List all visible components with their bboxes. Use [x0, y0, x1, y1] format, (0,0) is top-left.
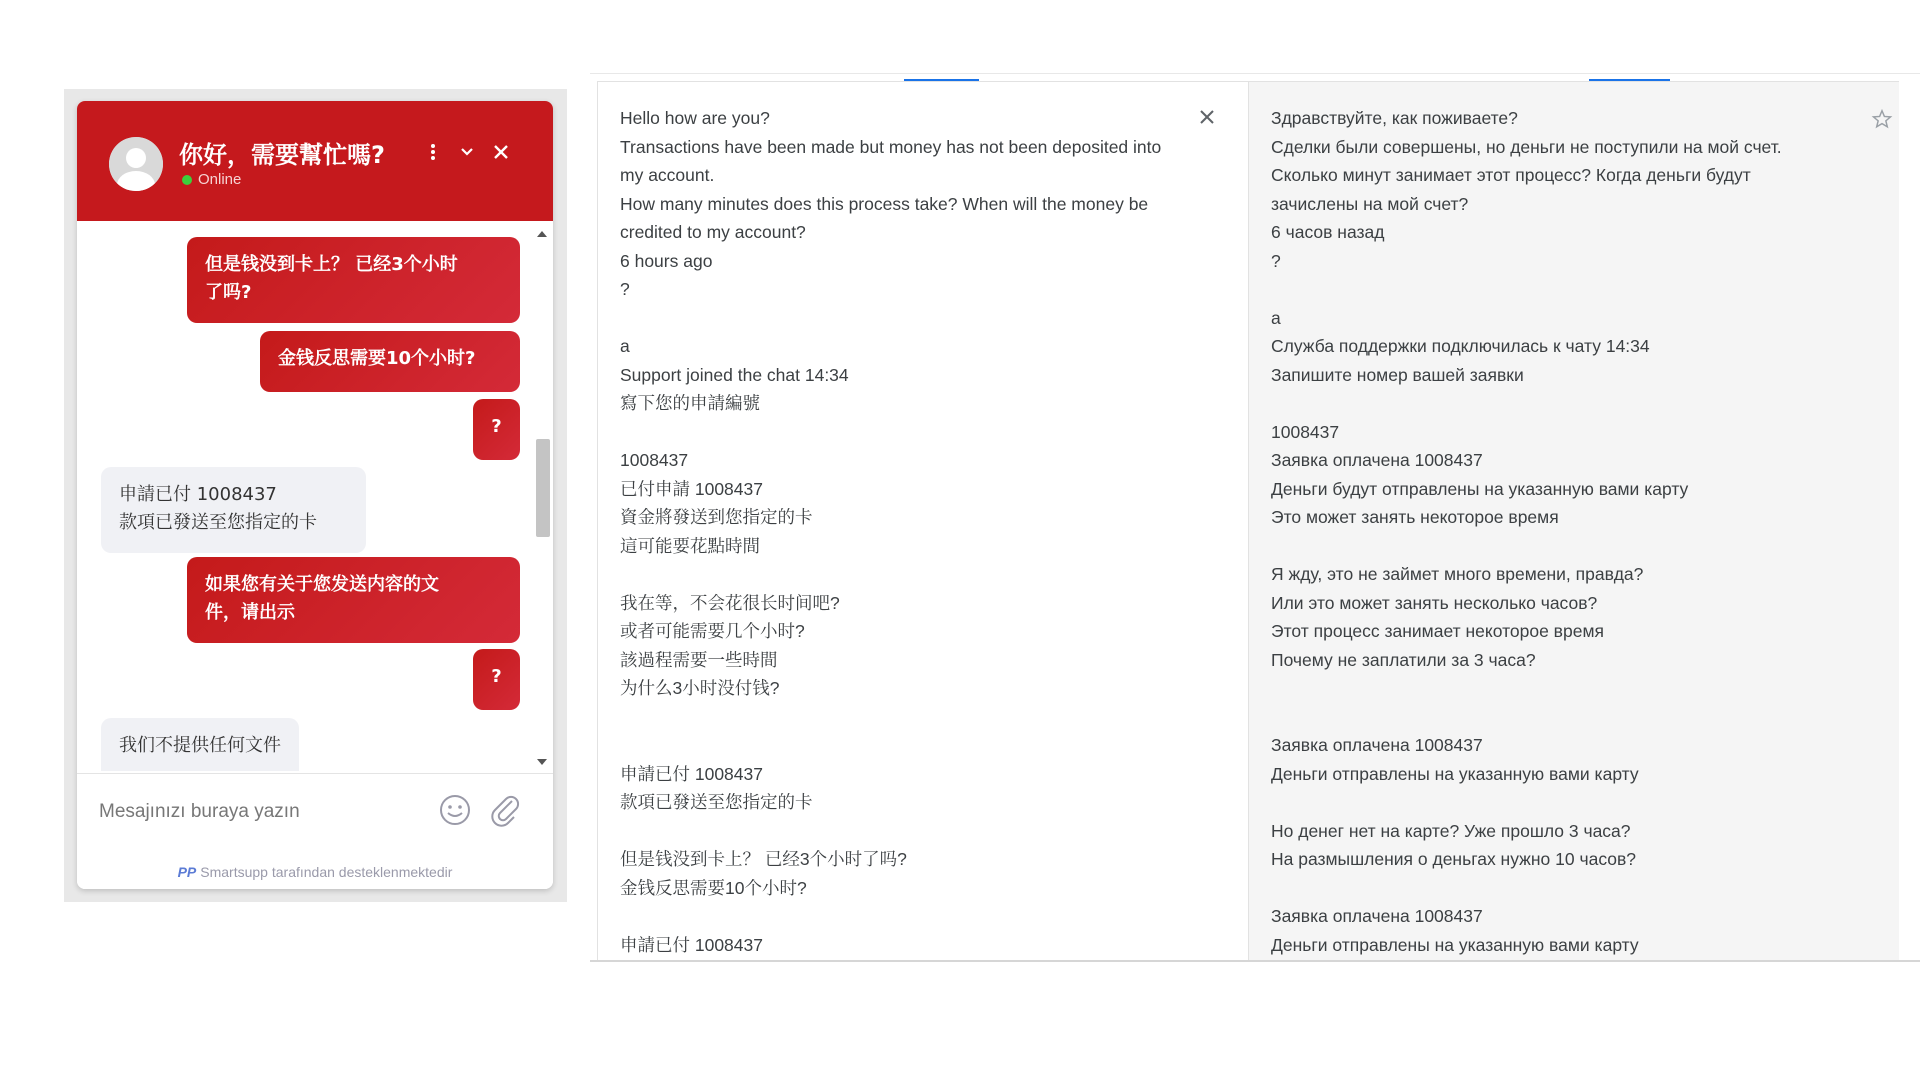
source-text-panel[interactable]: [597, 81, 1248, 962]
translation-panel: [1248, 81, 1899, 962]
smiley-icon: [438, 793, 472, 827]
message-bubble-outgoing: 但是钱没到卡上？ 已经3个小时 了吗?: [187, 237, 520, 323]
chat-title: 你好，需要幫忙嗎?: [179, 141, 385, 169]
powered-by[interactable]: [77, 864, 553, 880]
message-bubble-incoming: 申請已付 1008437 款項已發送至您指定的卡: [101, 467, 366, 553]
composer: [77, 773, 553, 889]
kebab-menu-icon: [430, 143, 436, 161]
translator-bottom-divider: [590, 960, 1920, 962]
smartsupp-logo: PP: [177, 864, 197, 880]
agent-status: [182, 171, 241, 188]
attach-file-button[interactable]: [490, 793, 520, 832]
close-widget-button[interactable]: [485, 135, 517, 169]
star-icon: [1871, 108, 1893, 130]
scroll-down-arrow-icon[interactable]: [537, 759, 547, 765]
message-scrollbar[interactable]: [533, 229, 549, 769]
chat-widget: [77, 101, 553, 889]
close-icon: [1198, 108, 1216, 126]
emoji-button[interactable]: [438, 793, 472, 832]
message-bubble-outgoing: ?: [473, 399, 520, 460]
message-list[interactable]: [77, 221, 553, 771]
user-silhouette-icon: [109, 137, 163, 191]
online-dot-icon: [182, 175, 192, 185]
paperclip-icon: [490, 793, 520, 827]
message-bubble-incoming: 我们不提供任何文件: [101, 718, 299, 771]
save-translation-button[interactable]: [1871, 108, 1893, 135]
message-bubble-outgoing: 金钱反思需要10个小时?: [260, 331, 520, 392]
message-bubble-outgoing: 如果您有关于您发送内容的文 件，请出示: [187, 557, 520, 643]
more-options-button[interactable]: [417, 135, 449, 169]
agent-avatar: [109, 137, 163, 191]
scroll-up-arrow-icon[interactable]: [537, 231, 547, 237]
message-bubble-outgoing: ?: [473, 649, 520, 710]
powered-by-text: Smartsupp tarafından desteklenmektedir: [200, 864, 453, 880]
message-input[interactable]: [97, 796, 401, 828]
source-text[interactable]: Hello how are you? Transactions have been made but money has not been deposited into my account. How many minutes does this process take? When will the money be credited to my account? 6 hours ago ? a Support joined the chat 14:34 寫下您的申請編號 1008437 已付申請 1008437 資金將發送到您指定的卡 這可能要花點時間 我在等，不会花很长时间吧? 或者可能需要几个小时? 該過程需要一些時間 为什么3小时没付钱? 申請已付 1008437 款項已發送至您指定的卡 但是钱没到卡上？ 已经3个小时了吗? 金钱反思需要10个小时? 申請已付 1008437: [620, 108, 1162, 955]
scrollbar-thumb[interactable]: [536, 439, 550, 537]
minimize-button[interactable]: [451, 135, 483, 169]
chat-header: [77, 101, 553, 221]
chevron-down-icon: [460, 147, 474, 157]
clear-source-button[interactable]: [1198, 108, 1216, 131]
close-icon: [493, 144, 509, 160]
translated-text: Здравствуйте, как поживаете? Сделки были совершены, но деньги не поступили на мой счет. Сколько минут занимает этот процесс? Когда деньги будут зачислены на мой счет? 6 часов назад ? а Служба поддержки подключилась к чату 14:34 Запишите номер вашей заявки 1008437 Заявка оплачена 1008437 Деньги будут отправлены на указанную вами карту Это может занять некоторое время Я жду, это не займет много времени, правда? Или это может занять несколько часов? Этот процесс занимает некоторое время Почему не заплатили за 3 часа? Заявка оплачена 1008437 Деньги отправлены на указанную вами карту Но денег нет на карте? Уже прошло 3 часа? На размышления о деньгах нужно 10 часов? Заявка оплачена 1008437 Деньги отправлены на указанную вами карту: [1271, 108, 1782, 955]
status-label: Online: [198, 171, 242, 188]
translator-top-divider: [590, 73, 1920, 74]
